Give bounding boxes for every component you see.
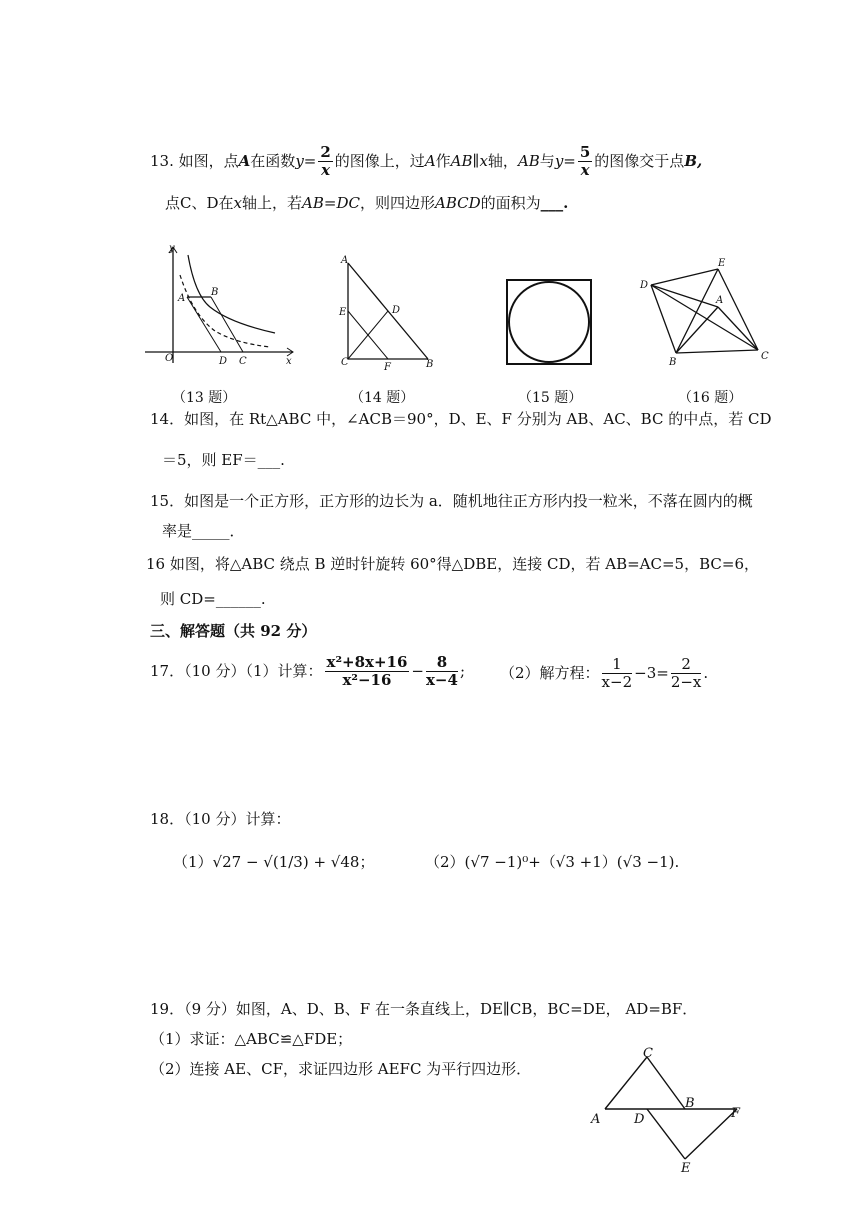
f16-label-a: A xyxy=(716,295,724,306)
figure-13 xyxy=(145,245,295,370)
f16-label-c: C xyxy=(761,351,769,362)
f14-label-c: C xyxy=(341,357,349,368)
q13-var: AB xyxy=(517,151,540,170)
q19-part2: （2）连接 AE、CF，求证四边形 AEFC 为平行四边形． xyxy=(150,1060,532,1078)
q17-part2-head: （2）解方程： xyxy=(500,663,600,682)
fraction-denominator: x²−16 xyxy=(342,671,392,690)
q18-part2: （2）(√7 −1)⁰+（√3 +1）(√3 −1). xyxy=(425,853,680,871)
caption-14: （14 题） xyxy=(350,390,415,406)
q13-var: AB=DC xyxy=(302,194,360,212)
f14-label-e: E xyxy=(339,307,347,318)
q13-text: 的图像上，过 xyxy=(334,151,425,170)
q14-line1: 14．如图，在 Rt△ABC 中，∠ACB＝90°，D、E、F 分别为 AB、AC、BC 的中点，若 CD xyxy=(150,410,772,428)
q13-var: x xyxy=(233,194,243,212)
q16-line2: 则 CD=______. xyxy=(160,590,266,608)
f14-label-d: D xyxy=(392,305,401,316)
q17-line xyxy=(150,654,465,690)
q13-var: AB∥x xyxy=(450,151,488,170)
q13-text: 轴， xyxy=(487,151,518,170)
f19-label-f: F xyxy=(731,1106,741,1121)
fraction-denominator: x−2 xyxy=(601,673,633,692)
fraction-numerator: 1 xyxy=(602,656,633,674)
q13-line1 xyxy=(150,144,702,180)
q13-text: 的图像交于点 xyxy=(594,151,685,170)
figure-16 xyxy=(638,255,773,370)
q13-text: 的面积为 xyxy=(480,194,541,212)
q13-var: A xyxy=(424,151,436,170)
q17-fraction-2 xyxy=(426,654,458,690)
q13-text: 与 xyxy=(539,151,555,170)
q17-fraction-1 xyxy=(325,654,410,690)
figure-14 xyxy=(338,255,438,373)
q17-operator: −3= xyxy=(634,663,669,682)
f14-label-a: A xyxy=(341,255,349,266)
q13-text: 在函数 xyxy=(250,151,296,170)
q13-var: B, xyxy=(684,151,703,170)
q17-fraction-3 xyxy=(602,656,633,692)
f16-label-b: B xyxy=(669,357,677,368)
figure-15 xyxy=(505,278,595,368)
q19-head: 19．（9 分）如图，A、D、B、F 在一条直线上，DE∥CB，BC=DE， AD=BF． xyxy=(150,1000,698,1018)
fraction-numerator: 2 xyxy=(671,656,702,674)
q13-var: A xyxy=(238,151,251,170)
f13-label-o: O xyxy=(165,353,174,364)
fraction-denominator: x xyxy=(321,161,331,180)
f13-label-b: B xyxy=(211,287,219,298)
fraction-denominator: x−4 xyxy=(425,671,458,690)
f16-label-e: E xyxy=(718,258,726,269)
q13-text: 点 xyxy=(165,194,181,212)
q17-operator: − xyxy=(411,661,424,680)
q15-line2: 率是_____． xyxy=(162,522,245,540)
q13-number: 13. xyxy=(150,151,174,170)
q13-var: ABCD xyxy=(434,194,481,212)
figure-19 xyxy=(585,1043,760,1178)
q17-operator: ; xyxy=(459,661,465,680)
q17-operator: . xyxy=(703,663,709,682)
q17-part2 xyxy=(500,656,708,692)
fraction-denominator: x xyxy=(580,161,590,180)
q18-part1: （1）√27 − √(1/3) + √48； xyxy=(173,853,375,871)
f13-label-c: C xyxy=(239,356,247,367)
f19-label-b: B xyxy=(685,1096,695,1111)
caption-15: （15 题） xyxy=(518,390,583,406)
q17-fraction-4 xyxy=(671,656,702,692)
f19-label-a: A xyxy=(591,1112,601,1127)
q19-part1: （1）求证：△ABC≌△FDE； xyxy=(150,1030,353,1048)
fraction-numerator: x²+8x+16 xyxy=(326,653,408,671)
q16-line1: 16 如图，将△ABC 绕点 B 逆时针旋转 60°得△DBE，连接 CD，若 AB=AC=5，BC=6， xyxy=(146,555,759,573)
caption-13: （13 题） xyxy=(172,390,237,406)
q13-fraction-2 xyxy=(578,144,592,180)
f13-label-x: x xyxy=(286,356,292,367)
fraction-numerator: 2 xyxy=(320,143,331,161)
f14-label-f: F xyxy=(384,362,391,373)
q15-line1: 15．如图是一个正方形，正方形的边长为 a．随机地往正方形内投一粒米，不落在圆内的概 xyxy=(150,492,753,510)
q17-head: 17．（10 分）（1）计算： xyxy=(150,661,323,680)
q18-head: 18．（10 分）计算： xyxy=(150,810,291,828)
caption-16: （16 题） xyxy=(678,390,743,406)
q13-fraction-1 xyxy=(318,144,332,180)
f14-label-b: B xyxy=(426,359,434,370)
section-3-title: 三、解答题（共 92 分） xyxy=(150,622,317,640)
f16-label-d: D xyxy=(640,280,649,291)
fraction-numerator: 8 xyxy=(426,654,458,672)
q13-text: 在 xyxy=(218,194,234,212)
q13-var: C、D xyxy=(180,194,219,212)
q14-line2: ＝5，则 EF＝___. xyxy=(162,451,285,469)
q13-text: ，则四边形 xyxy=(359,194,435,212)
f13-label-d: D xyxy=(219,356,228,367)
q13-var: y= xyxy=(295,151,317,170)
fraction-numerator: 5 xyxy=(579,143,591,161)
f13-label-a: A xyxy=(178,293,186,304)
q13-text: 如图，点 xyxy=(178,151,239,170)
q13-answer-blank: ___. xyxy=(540,194,569,212)
q13-text: 作 xyxy=(435,151,451,170)
q13-line2 xyxy=(165,194,568,212)
f19-label-e: E xyxy=(681,1161,691,1176)
fraction-denominator: 2−x xyxy=(670,673,702,692)
f19-label-d: D xyxy=(634,1112,645,1127)
q13-var: y= xyxy=(554,151,576,170)
q13-text: 轴上，若 xyxy=(242,194,303,212)
f19-label-c: C xyxy=(643,1046,653,1061)
f13-label-y: y xyxy=(169,243,175,254)
